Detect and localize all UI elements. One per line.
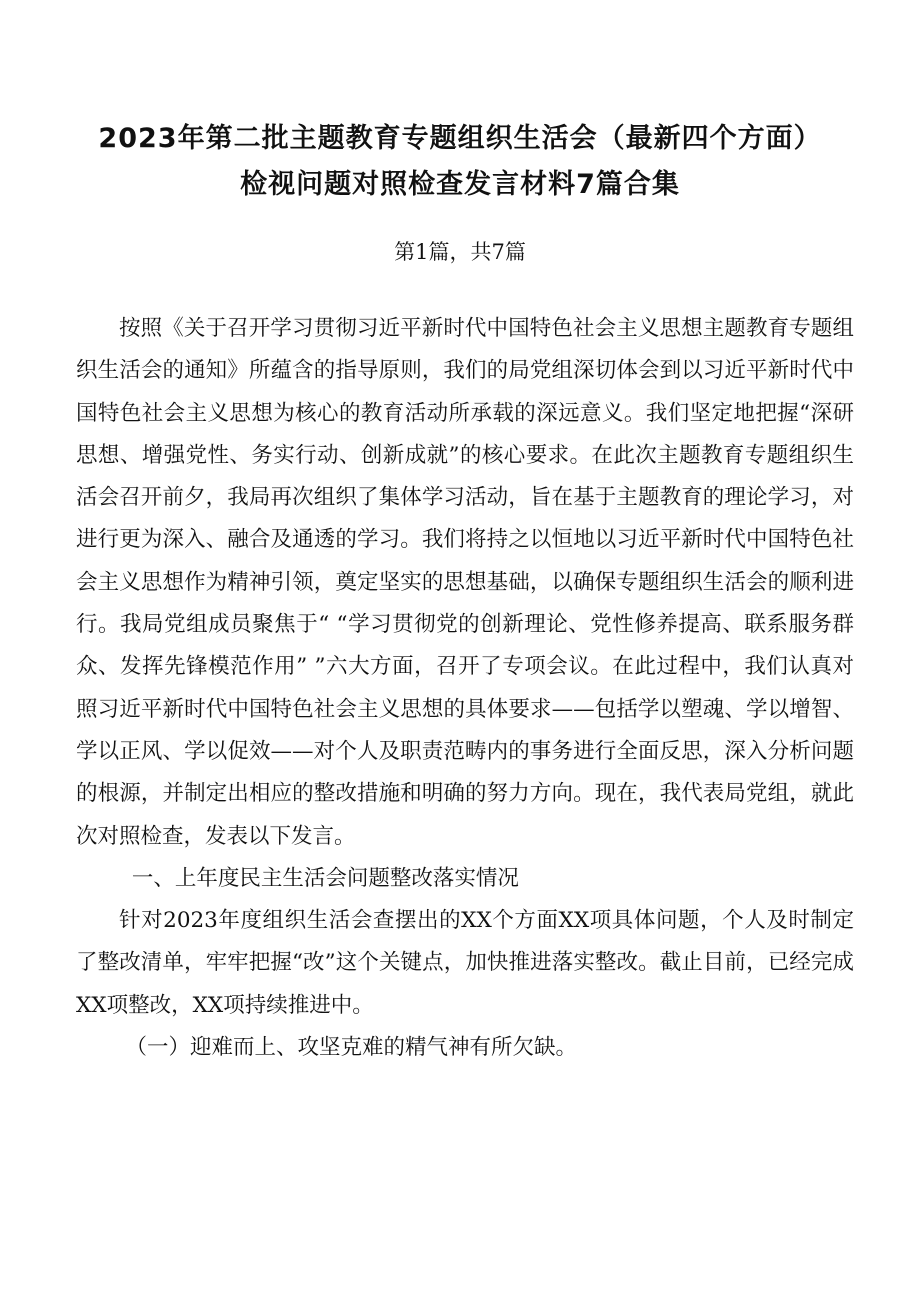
intro-paragraph: 按照《关于召开学习贯彻习近平新时代中国特色社会主义思想主题教育专题组织生活会的通知》所蕴含的指导原则，我们的局党组深切体会到以习近平新时代中国特色社会主义思想为核心的教育活动所承载的深远意义。我们坚定地把握“深研思想、增强党性、务实行动、创新成就”的核心要求。在此次主题教育专题组织生活会召开前夕，我局再次组织了集体学习活动，旨在基于主题教育的理论学习，对进行更为深入、融合及通透的学习。我们将持之以恒地以习近平新时代中国特色社会主义思想作为精神引领，奠定坚实的思想基础，以确保专题组织生活会的顺利进行。我局党组成员聚焦于“ “学习贯彻党的创新理论、党性修养提高、联系服务群众、发挥先锋模范作用” ”六大方面，召开了专项会议。在此过程中，我们认真对照习近平新时代中国特色社会主义思想的具体要求——包括学以塑魂、学以增智、学以正风、学以促效——对个人及职责范畴内的事务进行全面反思，深入分析问题的根源，并制定出相应的整改措施和明确的努力方向。现在，我代表局党组，就此次对照检查，发表以下发言。 [76,316,854,849]
document-body [76,308,854,1069]
document-title-line-1: 2023年第二批主题教育专题组织生活会（最新四个方面） [98,123,822,154]
part-indicator: 第1篇，共7篇 [394,240,526,264]
section-heading: 一、上年度民主生活会问题整改落实情况 [131,865,519,891]
subsection-heading: （一）迎难而上、攻坚克难的精气神有所欠缺。 [125,1035,577,1061]
document-title-line-2: 检视问题对照检查发言材料7篇合集 [240,169,680,200]
rectification-paragraph: 针对2023年度组织生活会查摆出的XX个方面XX项具体问题，个人及时制定了整改清单，牢牢把握“改”这个关键点，加快推进落实整改。截止目前，已经完成XX项整改，XX项持续推进中。 [76,908,854,1018]
